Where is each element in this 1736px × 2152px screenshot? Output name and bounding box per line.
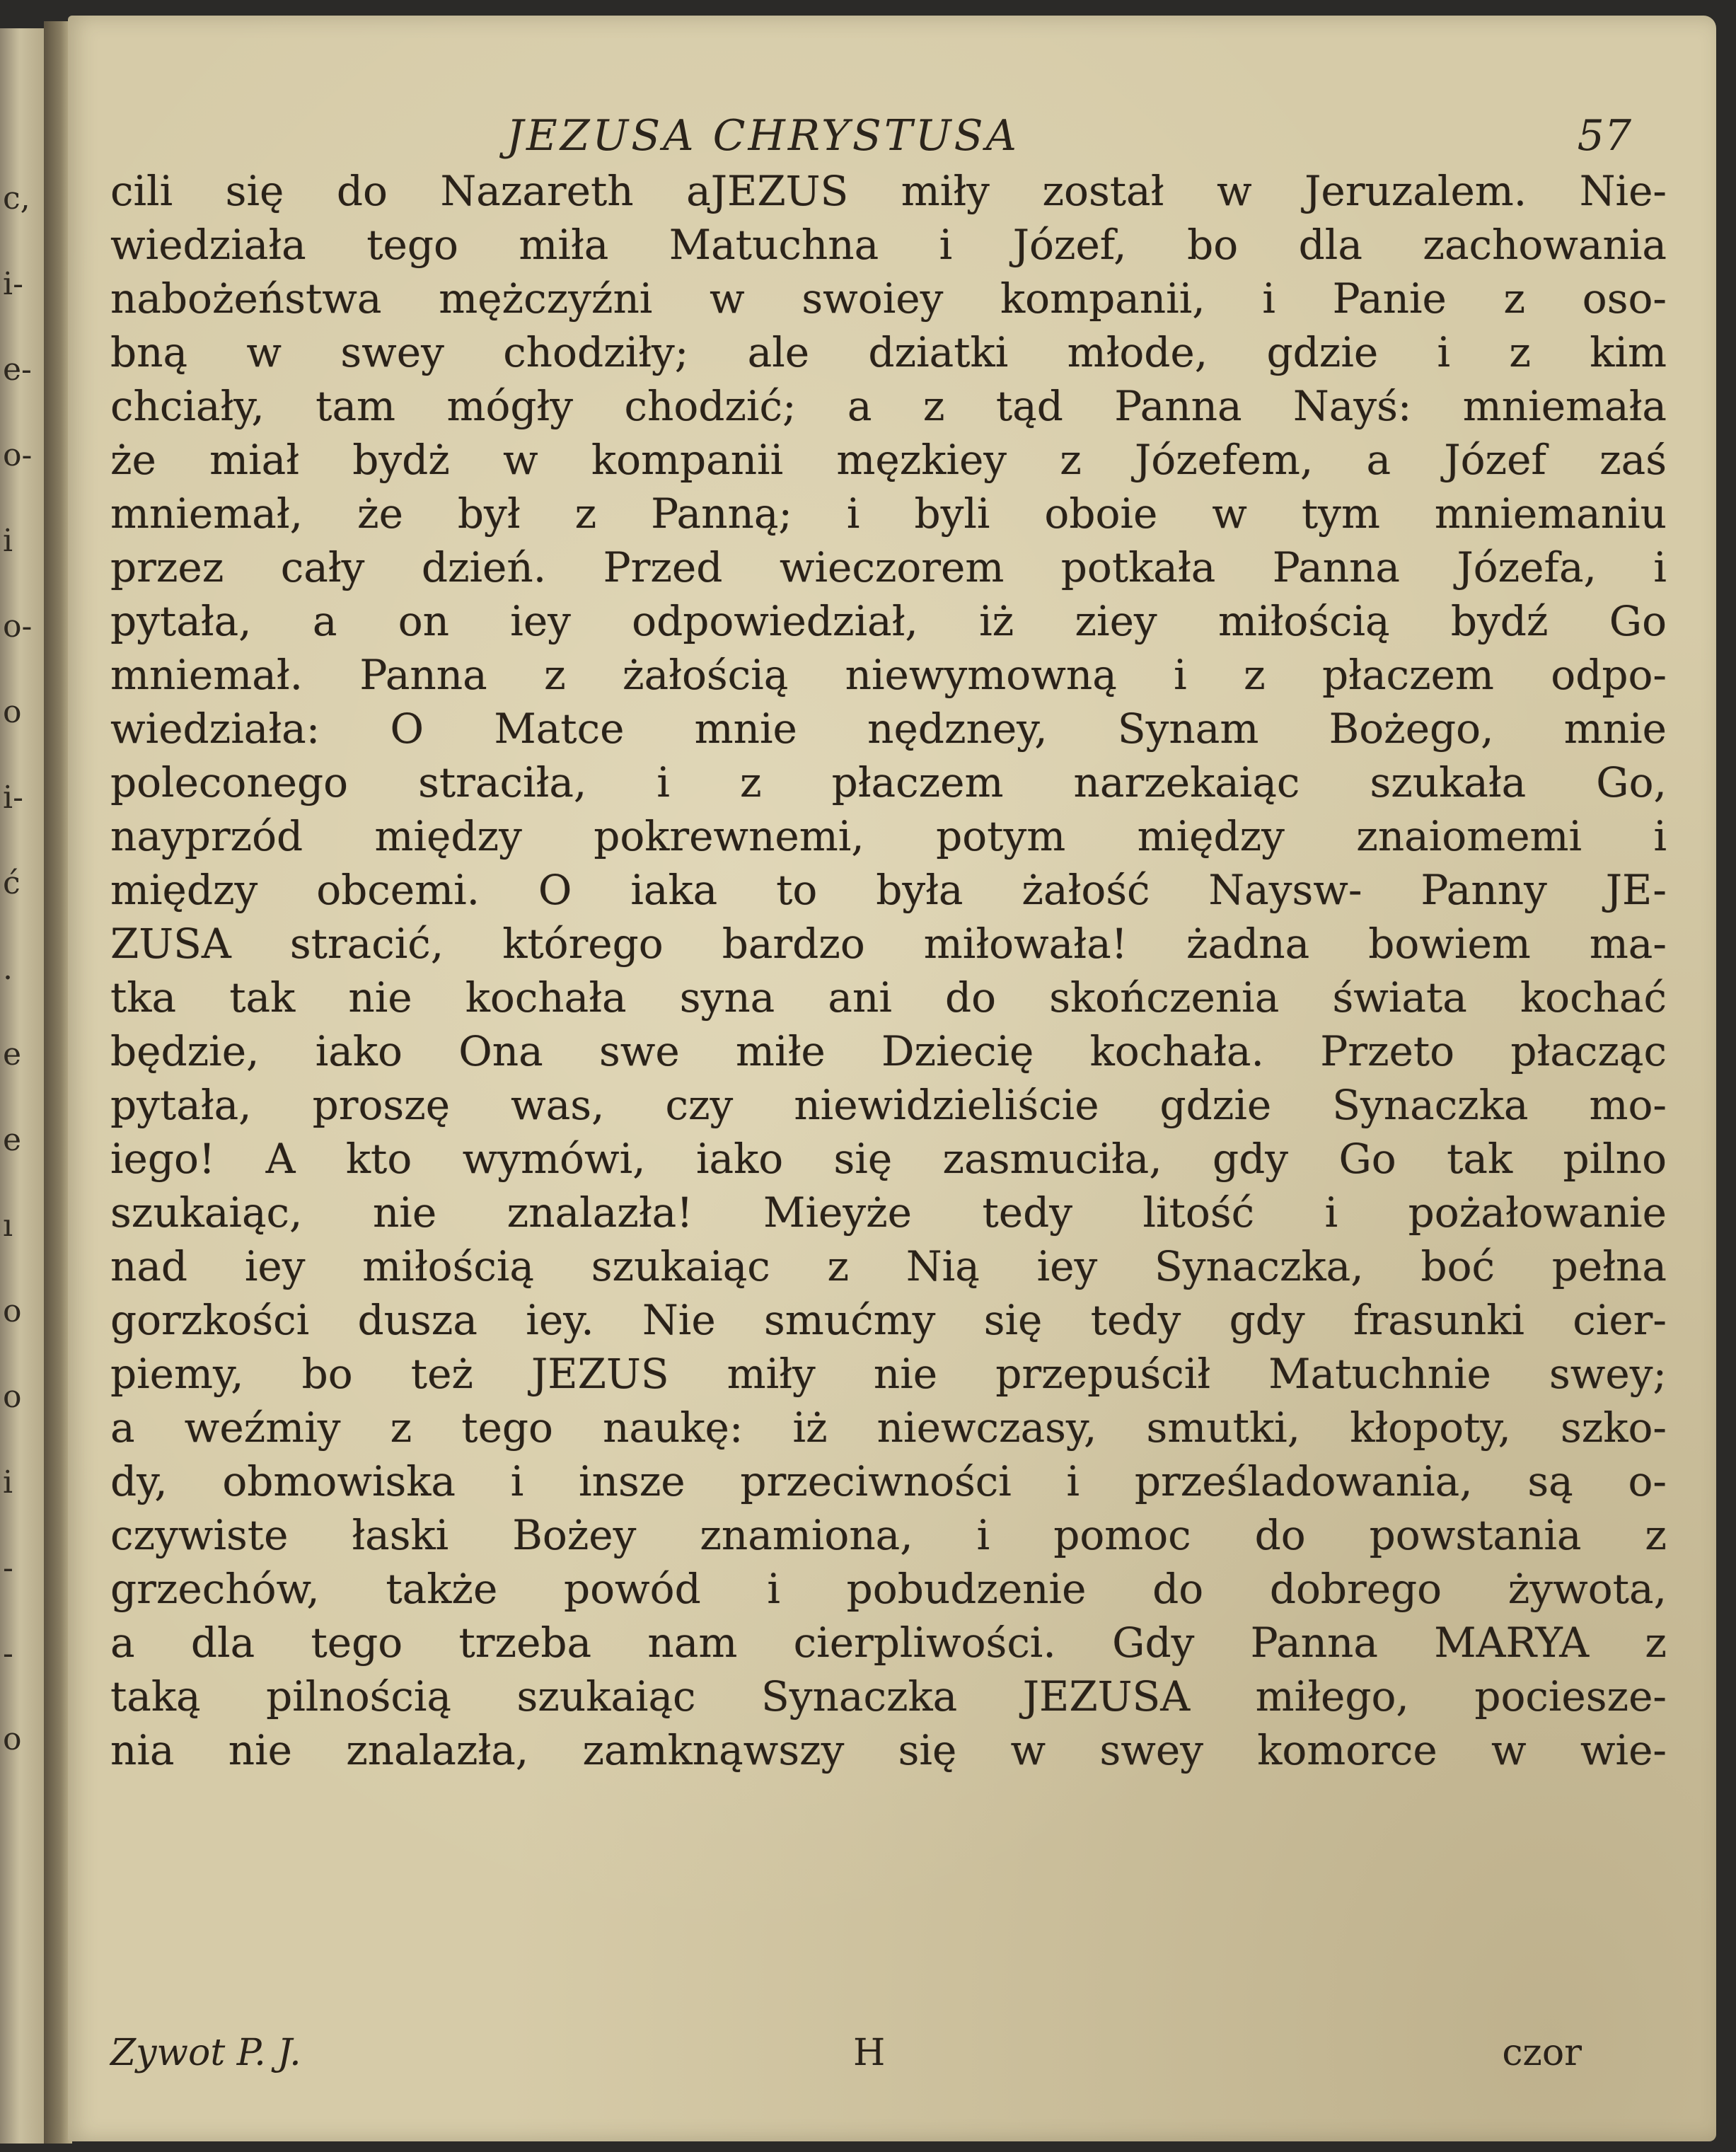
text-line: nad iey miłością szukaiąc z Nią iey Synaczka, boć pełna [110,1242,1667,1290]
facing-fragment: o [3,1379,22,1415]
text-line: nia nie znalazła, zamknąwszy się w swey komorce w wie- [110,1726,1667,1774]
text-line: przez cały dzień. Przed wieczorem potkała Panna Józefa, i [110,543,1667,591]
text-line: że miał bydż w kompanii męzkiey z Józefem, a Józef zaś [110,436,1667,484]
footer-title: Zywot P. J. [110,2032,301,2074]
facing-fragment: i [3,523,13,559]
facing-fragment: e [3,1122,22,1158]
text-line: czywiste łaski Bożey znamiona, i pomoc do powstania z [110,1511,1667,1559]
text-line: cili się do Nazareth aJEZUS miły został w Jeruzalem. Nie- [110,167,1667,215]
text-line: grzechów, także powód i pobudzenie do dobrego żywota, [110,1565,1667,1613]
facing-fragment: o [3,694,22,730]
text-line: chciały, tam mógły chodzić; a z tąd Panna Nayś: mniemała [110,382,1667,430]
text-line: pytała, proszę was, czy niewidzieliście gdzie Synaczka mo- [110,1081,1667,1129]
text-line: a weźmiy z tego naukę: iż niewczasy, smutki, kłopoty, szko- [110,1404,1667,1452]
facing-page-fragments [3,156,41,1782]
page-number: 57 [1577,111,1631,161]
text-line: pytała, a on iey odpowiedział, iż ziey miłością bydź Go [110,597,1667,645]
text-line: tka tak nie kochała syna ani do skończenia świata kochać [110,973,1667,1022]
text-line: a dla tego trzeba nam cierpliwości. Gdy Panna MARYA z [110,1619,1667,1667]
text-line: iego! A kto wymówi, iako się zasmuciła, gdy Go tak pilno [110,1135,1667,1183]
text-line: nayprzód między pokrewnemi, potym między znaiomemi i [110,812,1667,860]
text-line: wiedziała: O Matce mnie nędzney, Synam Bożego, mnie [110,705,1667,753]
running-title: JEZUSA CHRYSTUSA [507,111,1019,161]
text-line: dy, obmowiska i insze przeciwności i prześladowania, są o- [110,1457,1667,1505]
text-line: wiedziała tego miła Matuchna i Józef, bo dla zachowania [110,221,1667,269]
text-line: szukaiąc, nie znalazła! Mieyże tedy litość i pożałowanie [110,1188,1667,1237]
facing-fragment: i- [3,266,23,302]
text-line: piemy, bo też JEZUS miły nie przepuścił Matuchnie swey; [110,1350,1667,1398]
signature-mark: H [853,2032,886,2074]
text-line: poleconego straciła, i z płaczem narzekaiąc szukała Go, [110,758,1667,806]
facing-fragment: ı [3,1208,13,1244]
book-page [68,16,1716,2141]
text-line: gorzkości dusza iey. Nie smućmy się tedy gdy frasunki cier- [110,1296,1667,1344]
text-line: mniemał, że był z Panną; i byli oboie w tym mniemaniu [110,490,1667,538]
catchword: czor [1502,2032,1582,2074]
text-line: nabożeństwa mężczyźni w swoiey kompanii, i Panie z oso- [110,274,1667,323]
facing-fragment: - [3,1550,13,1586]
text-line: będzie, iako Ona swe miłe Dziecię kochała. Przeto płacząc [110,1027,1667,1075]
facing-fragment: o- [3,608,33,644]
facing-page-edge [0,28,44,2144]
facing-fragment: e [3,1036,22,1072]
page-footer [110,2032,1667,2088]
text-line: mniemał. Panna z żałością niewymowną i z płaczem odpo- [110,651,1667,699]
text-line: taką pilnością szukaiąc Synaczka JEZUSA miłego, pocieszе- [110,1672,1667,1720]
facing-fragment: . [3,951,13,987]
facing-fragment: o [3,1293,22,1329]
text-line: ZUSA stracić, którego bardzo miłowała! żadna bowiem ma- [110,920,1667,968]
running-head [68,111,1716,168]
facing-fragment: c, [3,180,30,216]
facing-fragment: o [3,1721,22,1757]
text-line: między obcemi. O iaka to była żałość Naysw- Panny JE- [110,866,1667,914]
facing-fragment: o- [3,437,33,473]
body-text [110,164,1667,1777]
facing-fragment: ć [3,865,21,901]
facing-fragment: i [3,1464,13,1500]
facing-fragment: - [3,1636,13,1672]
text-line: bną w swey chodziły; ale dziatki młode, gdzie i z kim [110,328,1667,376]
facing-fragment: e- [3,352,32,388]
facing-fragment: i- [3,780,23,816]
